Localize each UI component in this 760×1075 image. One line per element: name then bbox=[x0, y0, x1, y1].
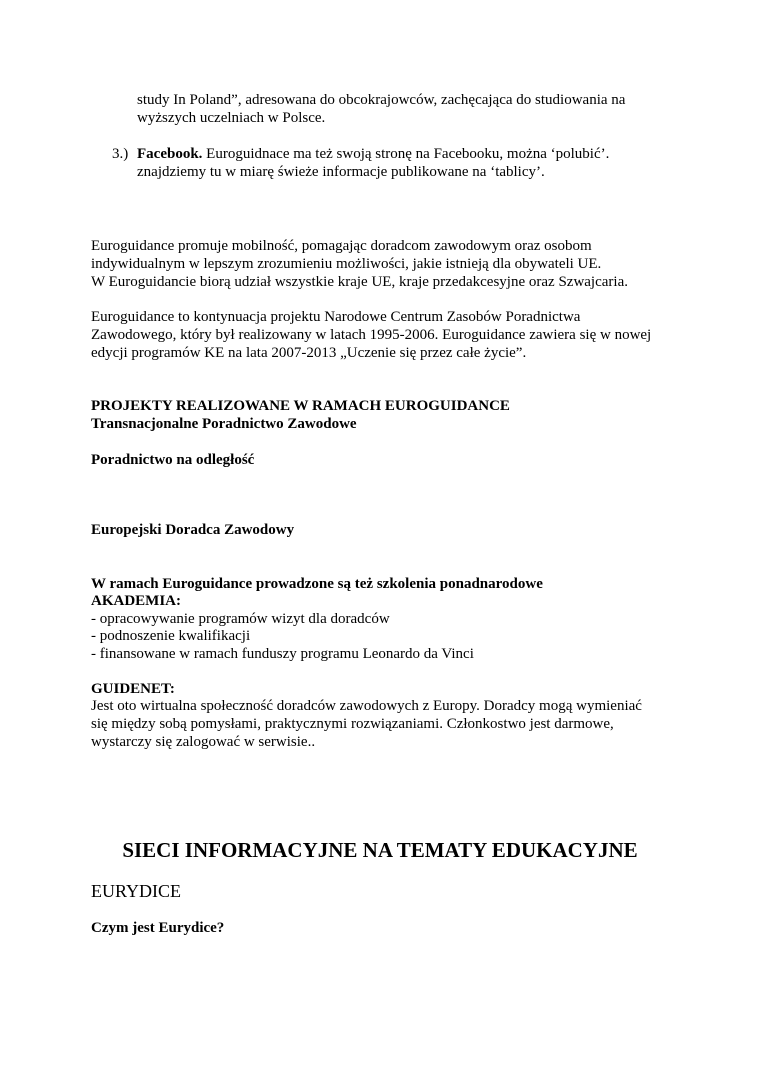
list-item-3-text: Euroguidnace ma też swoją stronę na Facebooku, można ‘polubić’. bbox=[202, 146, 610, 162]
para1-line-2: indywidualnym w lepszym zrozumieniu możliwości, jakie istnieją dla obywateli UE. bbox=[91, 256, 602, 272]
akademia-label: AKADEMIA: bbox=[91, 593, 181, 609]
section-title: SIECI INFORMACYJNE NA TEMATY EDUKACYJNE bbox=[122, 838, 638, 862]
akademia-bullet-2: - podnoszenie kwalifikacji bbox=[91, 628, 251, 644]
project-item-1: Transnacjonalne Poradnictwo Zawodowe bbox=[91, 416, 357, 432]
project-item-3: Europejski Doradca Zawodowy bbox=[91, 522, 295, 538]
projects-heading: PROJEKTY REALIZOWANE W RAMACH EUROGUIDANCE bbox=[91, 398, 510, 414]
list-number-3: 3.) bbox=[112, 146, 129, 162]
facebook-label: Facebook. bbox=[137, 146, 203, 162]
guidenet-line-1: Jest oto wirtualna społeczność doradców zawodowych z Europy. Doradcy mogą wymieniać bbox=[91, 698, 642, 714]
para1-line-1: Euroguidance promuje mobilność, pomagając doradcom zawodowym oraz osobom bbox=[91, 238, 592, 254]
list-continuation-line-2: wyższych uczelniach w Polsce. bbox=[137, 110, 326, 126]
list-item-3-line-1 bbox=[137, 145, 609, 163]
list-item-3-line-2: znajdziemy tu w miarę świeże informacje publikowane na ‘tablicy’. bbox=[137, 164, 545, 180]
akademia-bullet-3: - finansowane w ramach funduszy programu Leonardo da Vinci bbox=[91, 646, 474, 662]
guidenet-line-2: się między sobą pomysłami, praktycznymi rozwiązaniami. Członkostwo jest darmowe, bbox=[91, 716, 614, 732]
trainings-heading: W ramach Euroguidance prowadzone są też szkolenia ponadnarodowe bbox=[91, 576, 543, 592]
guidenet-line-3: wystarczy się zalogować w serwisie.. bbox=[91, 734, 316, 750]
para2-line-2: Zawodowego, który był realizowany w latach 1995-2006. Euroguidance zawiera się w nowej bbox=[91, 327, 652, 343]
para2-line-3: edycji programów KE na lata 2007-2013 „Uczenie się przez całe życie”. bbox=[91, 345, 527, 361]
section-question: Czym jest Eurydice? bbox=[91, 920, 225, 936]
akademia-bullet-1: - opracowywanie programów wizyt dla doradców bbox=[91, 611, 390, 627]
list-continuation-line-1: study In Poland”, adresowana do obcokrajowców, zachęcająca do studiowania na bbox=[137, 92, 626, 108]
project-item-2: Poradnictwo na odległość bbox=[91, 452, 255, 468]
para1-line-3: W Euroguidancie biorą udział wszystkie kraje UE, kraje przedakcesyjne oraz Szwajcaria. bbox=[91, 274, 628, 290]
section-subtitle: EURYDICE bbox=[91, 881, 181, 901]
para2-line-1: Euroguidance to kontynuacja projektu Narodowe Centrum Zasobów Poradnictwa bbox=[91, 309, 581, 325]
guidenet-label: GUIDENET: bbox=[91, 681, 175, 697]
